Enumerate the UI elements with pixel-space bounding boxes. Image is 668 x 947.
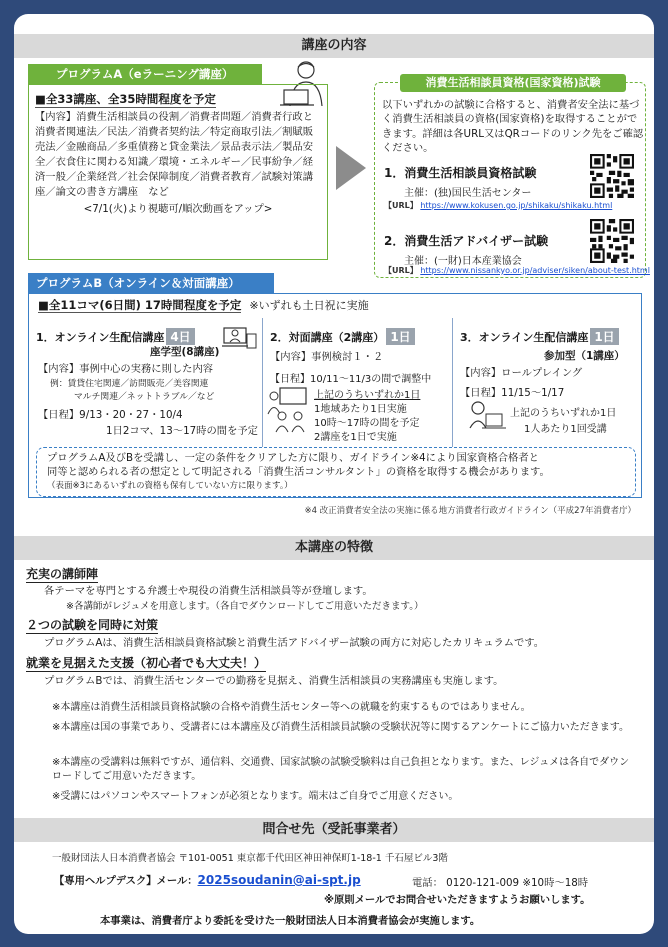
exam-item-1-url-row [384,200,612,211]
contact-organization: 一般財団法人日本消費者協会 〒101-0051 東京都千代田区神田神保町1-18-1 千石屋ビル3階 [52,853,448,864]
program-b-subhead [38,297,369,313]
col2-date-detail-4: 2講座を1日で実施 [314,432,397,443]
col3-title-row [460,328,619,345]
col3-type: 参加型（1講座） [544,350,625,362]
col3-badge: 1日 [590,328,618,345]
guideline-footnote: ※4 改正消費者安全法の実施に係る地方消費者行政ガイドライン（平成27年消費者庁） [304,506,636,516]
section-header-course-content: 講座の内容 [14,34,654,58]
url-tag: 【URL】 [384,201,418,210]
note-3: ※本講座の受講料は無料ですが、通信料、交通費、国家試験の試験受験料は自己負担となります。また、レジュメは各自でダウンロードしてご用意いただきます。 [52,757,630,782]
note-1: ※本講座は消費生活相談員資格試験の合格や消費生活センター等への就職を約束するものではありません。 [52,702,531,713]
arrow-right-icon [336,146,366,190]
section-header-features: 本講座の特徴 [14,536,654,560]
col1-date-detail: 1日2コマ、13～17時の間を予定 [106,425,258,437]
program-b-sub-text: ■全11コマ(6日間) 17時間程度を予定 [38,298,242,312]
col3-title: 3．オンライン生配信講座 [460,331,589,344]
program-a-content: 【内容】消費生活相談員の役割／消費者問題／消費者行政と消費者関連法／民法／消費者契約法／特定商取引法／割賦販売法／金融商品／多重債務と貸金業法／景品表示法／製品安全／衣食住に関わる知識／環境・エネルギー／民事紛争／経済一般／企業経営／社会保障制度／消費者教育／試験対策講座／論文の書き方講座 など [35,111,314,198]
helpdesk-email-link[interactable]: 2025soudanin@ai-spt.jp [197,873,361,887]
program-a-label: プログラムA（eラーニング講座） [28,64,262,84]
col2-date-detail-3: 10時～17時の間を予定 [314,418,420,429]
exam-item-2-host: 主催：(一財)日本産業協会 [404,256,522,267]
helpdesk-label: 【専用ヘルプデスク】メール： [54,875,198,887]
feature-1-text: 各テーマを専門とする弁護士や現役の消費生活相談員等が登壇します。 [44,585,373,597]
col3-date-detail-1: 上記のうちいずれか1日 [510,408,617,419]
exam-description: 以下いずれかの試験に合格すると、消費者安全法に基づく消費生活相談員の資格(国家資格)を取得することができます。詳細は各URL又はQRコードのリンク先をご確認ください。 [382,99,644,155]
qualification-line-2: 同等と認められる者の想定として明記される「消費生活コンサルタント」の資格を取得する機会があります。 [47,466,550,478]
qr-code-icon[interactable] [590,154,634,198]
col1-example-2: マルチ関連／ネットトラブル／など [74,392,215,402]
exam-item-2-name: 2．消費生活アドバイザー試験 [384,234,549,248]
feature-3-text: プログラムBでは、消費生活センターでの勤務を見据え、消費生活相談員の実務講座も実施します。 [44,675,504,687]
col2-date: 【日程】10/11～11/3の間で調整中 [270,374,432,385]
feature-1-subnote: ※各講師がレジュメを用意します。（各自でダウンロードしてご用意いただきます。） [66,601,424,612]
exam-title: 消費生活相談員資格(国家資格)試験 [400,74,626,92]
exam-item-1-link[interactable]: https://www.kokusen.go.jp/shikaku/shikaku.html [420,201,613,210]
qualification-line-1: プログラムA及びBを受講し、一定の条件をクリアした方に限り、ガイドライン※4により国家資格合格者と [47,452,539,464]
program-b-sub-note: ※いずれも土日祝に実施 [249,299,369,312]
col2-content: 【内容】事例検討１・２ [270,351,384,363]
feature-2-heading: ２つの試験を同時に対策 [26,618,159,632]
column-divider [452,318,453,453]
online-participant-icon [466,398,506,434]
classroom-icon [266,386,312,434]
col3-date: 【日程】11/15～1/17 [460,387,565,399]
column-divider [262,318,263,453]
col1-title-row [36,328,195,345]
col1-example-1: 例：賃貸住宅関連／訪問販売／美容関連 [50,379,209,389]
col2-date-detail-1: 上記のうちいずれか1日 [314,390,421,401]
col2-title-row [270,328,415,345]
feature-2-text: プログラムAは、消費生活相談員資格試験と消費生活アドバイザー試験の両方に対応したカリキュラムです。 [44,637,545,649]
flyer-page [14,14,654,934]
feature-3-heading: 就業を見据えた支援（初心者でも大丈夫！） [26,656,267,670]
col2-badge: 1日 [386,328,414,345]
exam-item-1-name: 1．消費生活相談員資格試験 [384,166,537,180]
col2-title: 2．対面講座（2講座） [270,331,385,344]
program-a-note: <7/1(火)より視聴可/順次動画をアップ> [83,203,273,216]
col3-content: 【内容】ロールプレイング [460,367,583,379]
footer-statement: 本事業は、消費者庁より委託を受けた一般財団法人日本消費者協会が実施します。 [100,915,481,927]
exam-item-1-host: 主催：(独)国民生活センター [404,188,532,199]
col1-badge: 4日 [166,328,194,345]
qualification-note-box [36,447,636,497]
exam-item-2-link[interactable]: https://www.nissankyo.or.jp/adviser/siken/about-test.html [420,266,650,275]
col1-content: 【内容】事例中心の実務に則した内容 [38,363,214,375]
program-a-box [28,84,328,260]
col1-title: 1．オンライン生配信講座 [36,331,165,344]
helpdesk-row [54,872,361,887]
col3-date-detail-2: 1人あたり1回受講 [524,424,607,435]
program-b-label: プログラムB（オンライン＆対面講座） [28,273,274,293]
url-tag: 【URL】 [384,266,418,275]
feature-1-heading: 充実の講師陣 [26,567,99,581]
online-lecture-icon [222,322,258,352]
helpdesk-phone: 電話： 0120-121-009 ※10時～18時 [412,877,589,889]
mail-preferred-note: ※原則メールでお問合せいただきますようお願いします。 [324,894,591,906]
program-a-subhead: ■全33講座、全35時間程度を予定 [35,92,216,106]
exam-item-2-url-row [384,265,650,276]
qr-code-icon[interactable] [590,219,634,263]
col1-type: 座学型(8講座) [150,346,220,358]
col1-date: 【日程】9/13・20・27・10/4 [38,409,183,421]
col2-date-detail-2: 1地域あたり1日実施 [314,404,407,415]
section-header-contact: 問合せ先（受託事業者） [14,818,654,842]
qualification-line-3: （表面※3にあるいずれの資格も保有していない方に限ります。） [47,481,293,491]
note-4: ※受講にはパソコンやスマートフォンが必須となります。端末はご自身でご用意ください。 [52,791,459,802]
note-2: ※本講座は国の事業であり、受講者には本講座及び消費生活相談員試験の受験状況等に関するアンケートにご協力いただきます。 [52,722,629,733]
